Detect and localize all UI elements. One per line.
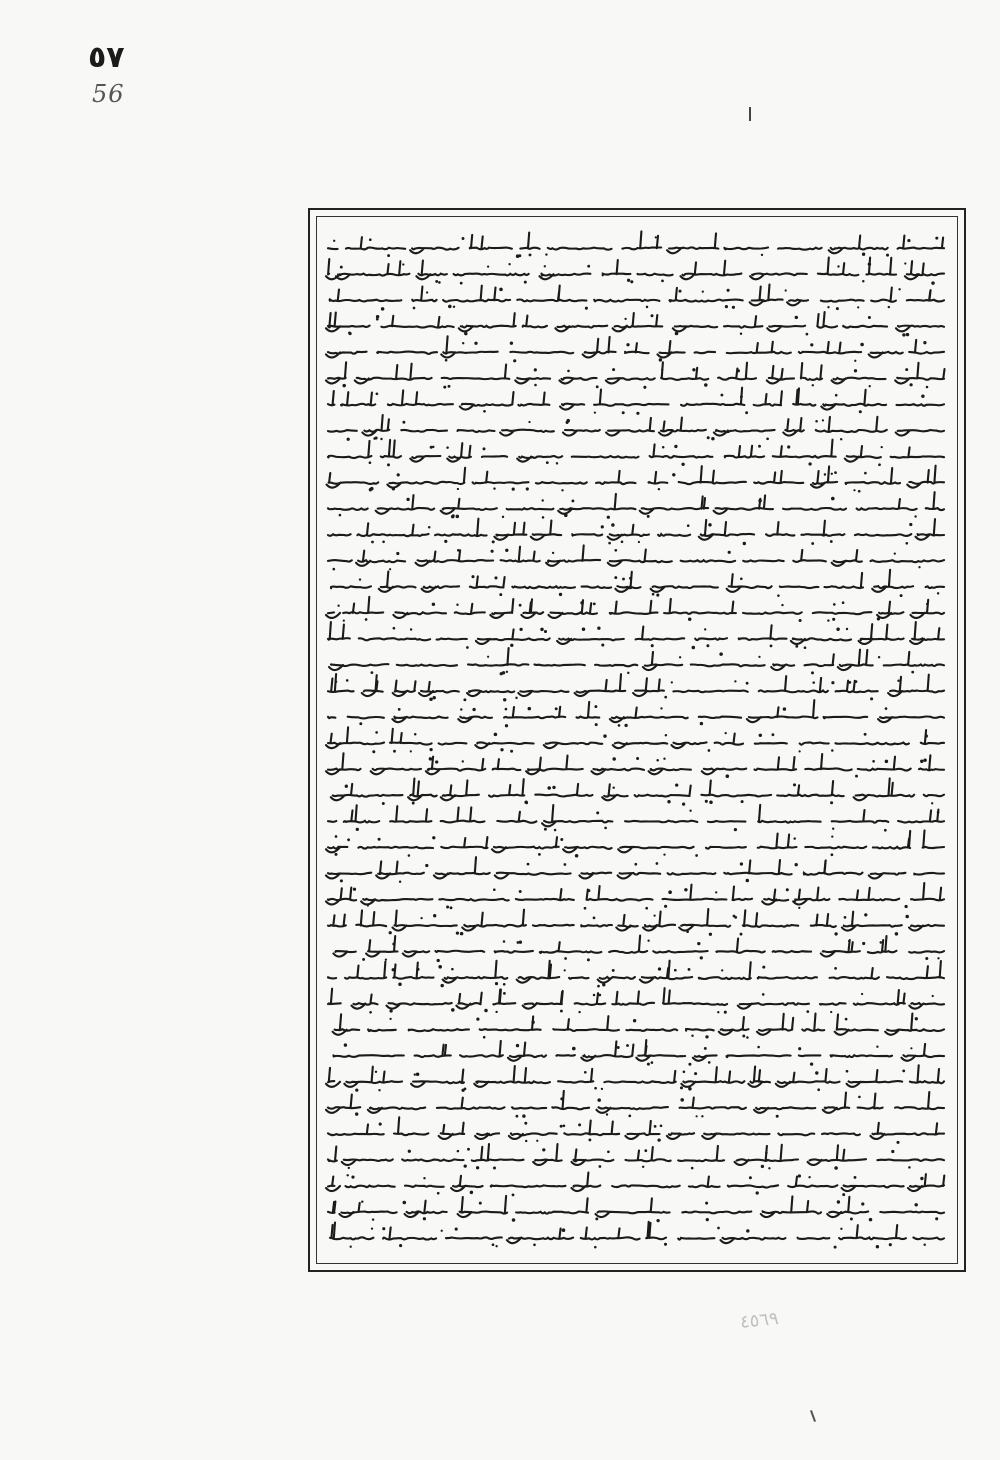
manuscript-line [326,258,944,285]
manuscript-line [328,674,944,701]
manuscript-line [326,830,944,857]
folio-number-latin: 56 [92,80,125,108]
manuscript-line [331,778,944,805]
manuscript-line [326,883,944,910]
manuscript-line [330,285,944,311]
manuscript-line [328,805,944,832]
manuscript-line [328,1144,944,1170]
manuscript-line [328,1117,944,1144]
manuscript-line [328,909,944,936]
manuscript-line [333,1014,944,1039]
manuscript-line [326,1065,944,1092]
manuscript-line [326,753,944,778]
manuscript-line [328,231,944,258]
manuscript-line [328,492,944,519]
manuscript-line [328,961,944,988]
manuscript-line [328,1196,944,1222]
manuscript-line [326,312,944,337]
manuscript-line [326,362,945,389]
manuscript-line [329,648,944,675]
manuscript-line [326,336,944,362]
manuscript-line [334,1040,945,1066]
manuscript-line [326,727,944,753]
handwritten-text-block [322,222,952,1258]
margin-mark-top [749,107,751,121]
manuscript-line [326,1173,944,1197]
manuscript-line [326,1091,944,1118]
library-stamp: ٤٥٦٩ [739,1308,780,1333]
manuscript-line [328,700,944,727]
manuscript-line [328,388,944,415]
manuscript-line [328,519,944,546]
manuscript-line [326,597,944,622]
manuscript-line [328,415,944,441]
margin-mark-bottom [810,1410,816,1422]
manuscript-line [333,936,944,963]
manuscript-line [328,545,944,570]
manuscript-line [331,570,944,597]
folio-number-arabic: ٥٧ [88,40,125,75]
manuscript-line [330,1222,944,1249]
manuscript-line [328,440,944,467]
manuscript-line [328,622,944,649]
manuscript-line [328,988,944,1014]
manuscript-line [326,857,944,883]
manuscript-line [327,466,944,493]
